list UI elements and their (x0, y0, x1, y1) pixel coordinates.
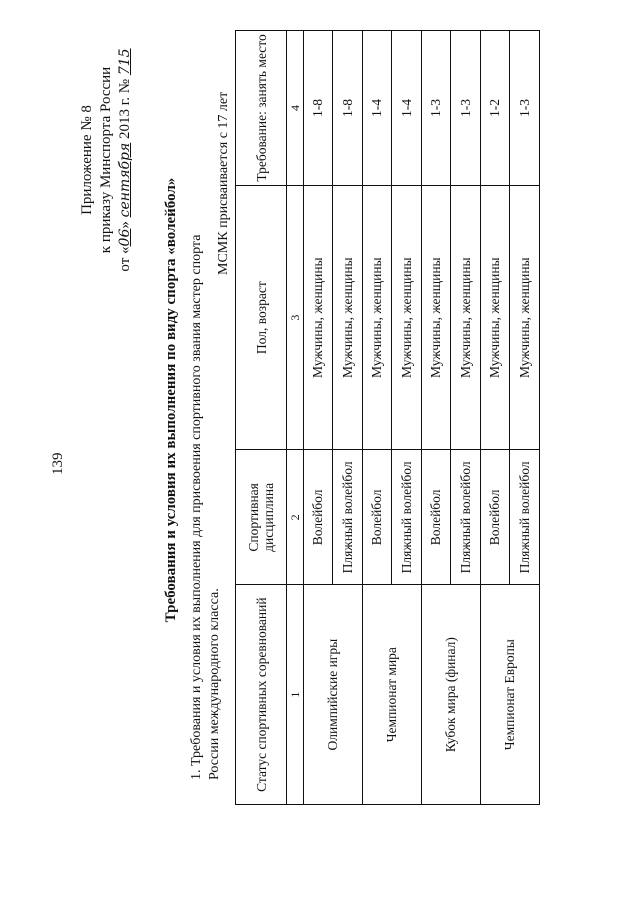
table-row (304, 31, 333, 805)
date-year: 2013 г. № (117, 78, 133, 139)
column-number: 1 (287, 585, 304, 805)
document-title: Требования и условия их выполнения по виду спорта «волейбол» (163, 177, 179, 623)
header-status: Статус спортивных соревнований (236, 585, 287, 805)
place-cell: 1-3 (451, 31, 481, 186)
gender-cell: Мужчины, женщины (363, 185, 392, 450)
place-cell: 1-3 (422, 31, 451, 186)
appendix-line-1: Приложение № 8 (79, 105, 95, 215)
order-number-handwritten: 715 (117, 48, 133, 76)
table-header-row (236, 31, 287, 805)
gender-cell: Мужчины, женщины (510, 185, 540, 450)
discipline-cell: Волейбол (363, 450, 392, 585)
date-day-handwritten: 06 (117, 228, 133, 247)
requirements-table (235, 30, 540, 805)
column-number: 4 (287, 31, 304, 186)
place-cell: 1-8 (304, 31, 333, 186)
age-note: МСМК присваивается с 17 лет (216, 91, 231, 275)
column-number-row (287, 31, 304, 805)
date-mid: » (117, 221, 133, 229)
header-place: Требование: занять место (236, 31, 287, 186)
gender-cell: Мужчины, женщины (392, 185, 422, 450)
discipline-cell: Пляжный волейбол (392, 450, 422, 585)
discipline-cell: Пляжный волейбол (333, 450, 363, 585)
table-row (481, 31, 510, 805)
status-cell: Чемпионат Европы (481, 585, 540, 805)
status-cell: Чемпионат мира (363, 585, 422, 805)
gender-cell: Мужчины, женщины (481, 185, 510, 450)
status-cell: Кубок мира (финал) (422, 585, 481, 805)
header-gender-age: Пол, возраст (236, 185, 287, 450)
discipline-cell: Волейбол (304, 450, 333, 585)
gender-cell: Мужчины, женщины (304, 185, 333, 450)
page-number: 139 (50, 452, 66, 475)
appendix-date-line (116, 35, 135, 285)
status-cell: Олимпийские игры (304, 585, 363, 805)
discipline-cell: Волейбол (422, 450, 451, 585)
date-prefix: от « (117, 246, 133, 272)
table-row (363, 31, 392, 805)
place-cell: 1-2 (481, 31, 510, 186)
gender-cell: Мужчины, женщины (422, 185, 451, 450)
discipline-cell: Пляжный волейбол (510, 450, 540, 585)
appendix-block (78, 35, 135, 285)
discipline-cell: Волейбол (481, 450, 510, 585)
gender-cell: Мужчины, женщины (333, 185, 363, 450)
column-number: 2 (287, 450, 304, 585)
gender-cell: Мужчины, женщины (451, 185, 481, 450)
place-cell: 1-8 (333, 31, 363, 186)
clause-text: 1. Требования и условия их выполнения для присвоения спортивного звания мастер спорта России международного класса. (189, 234, 222, 780)
date-month-handwritten: сентября (117, 142, 133, 218)
place-cell: 1-4 (363, 31, 392, 186)
place-cell: 1-4 (392, 31, 422, 186)
table-row (422, 31, 451, 805)
column-number: 3 (287, 185, 304, 450)
header-discipline: Спортивная дисциплина (236, 450, 287, 585)
place-cell: 1-3 (510, 31, 540, 186)
appendix-line-2: к приказу Минспорта России (98, 66, 114, 254)
discipline-cell: Пляжный волейбол (451, 450, 481, 585)
